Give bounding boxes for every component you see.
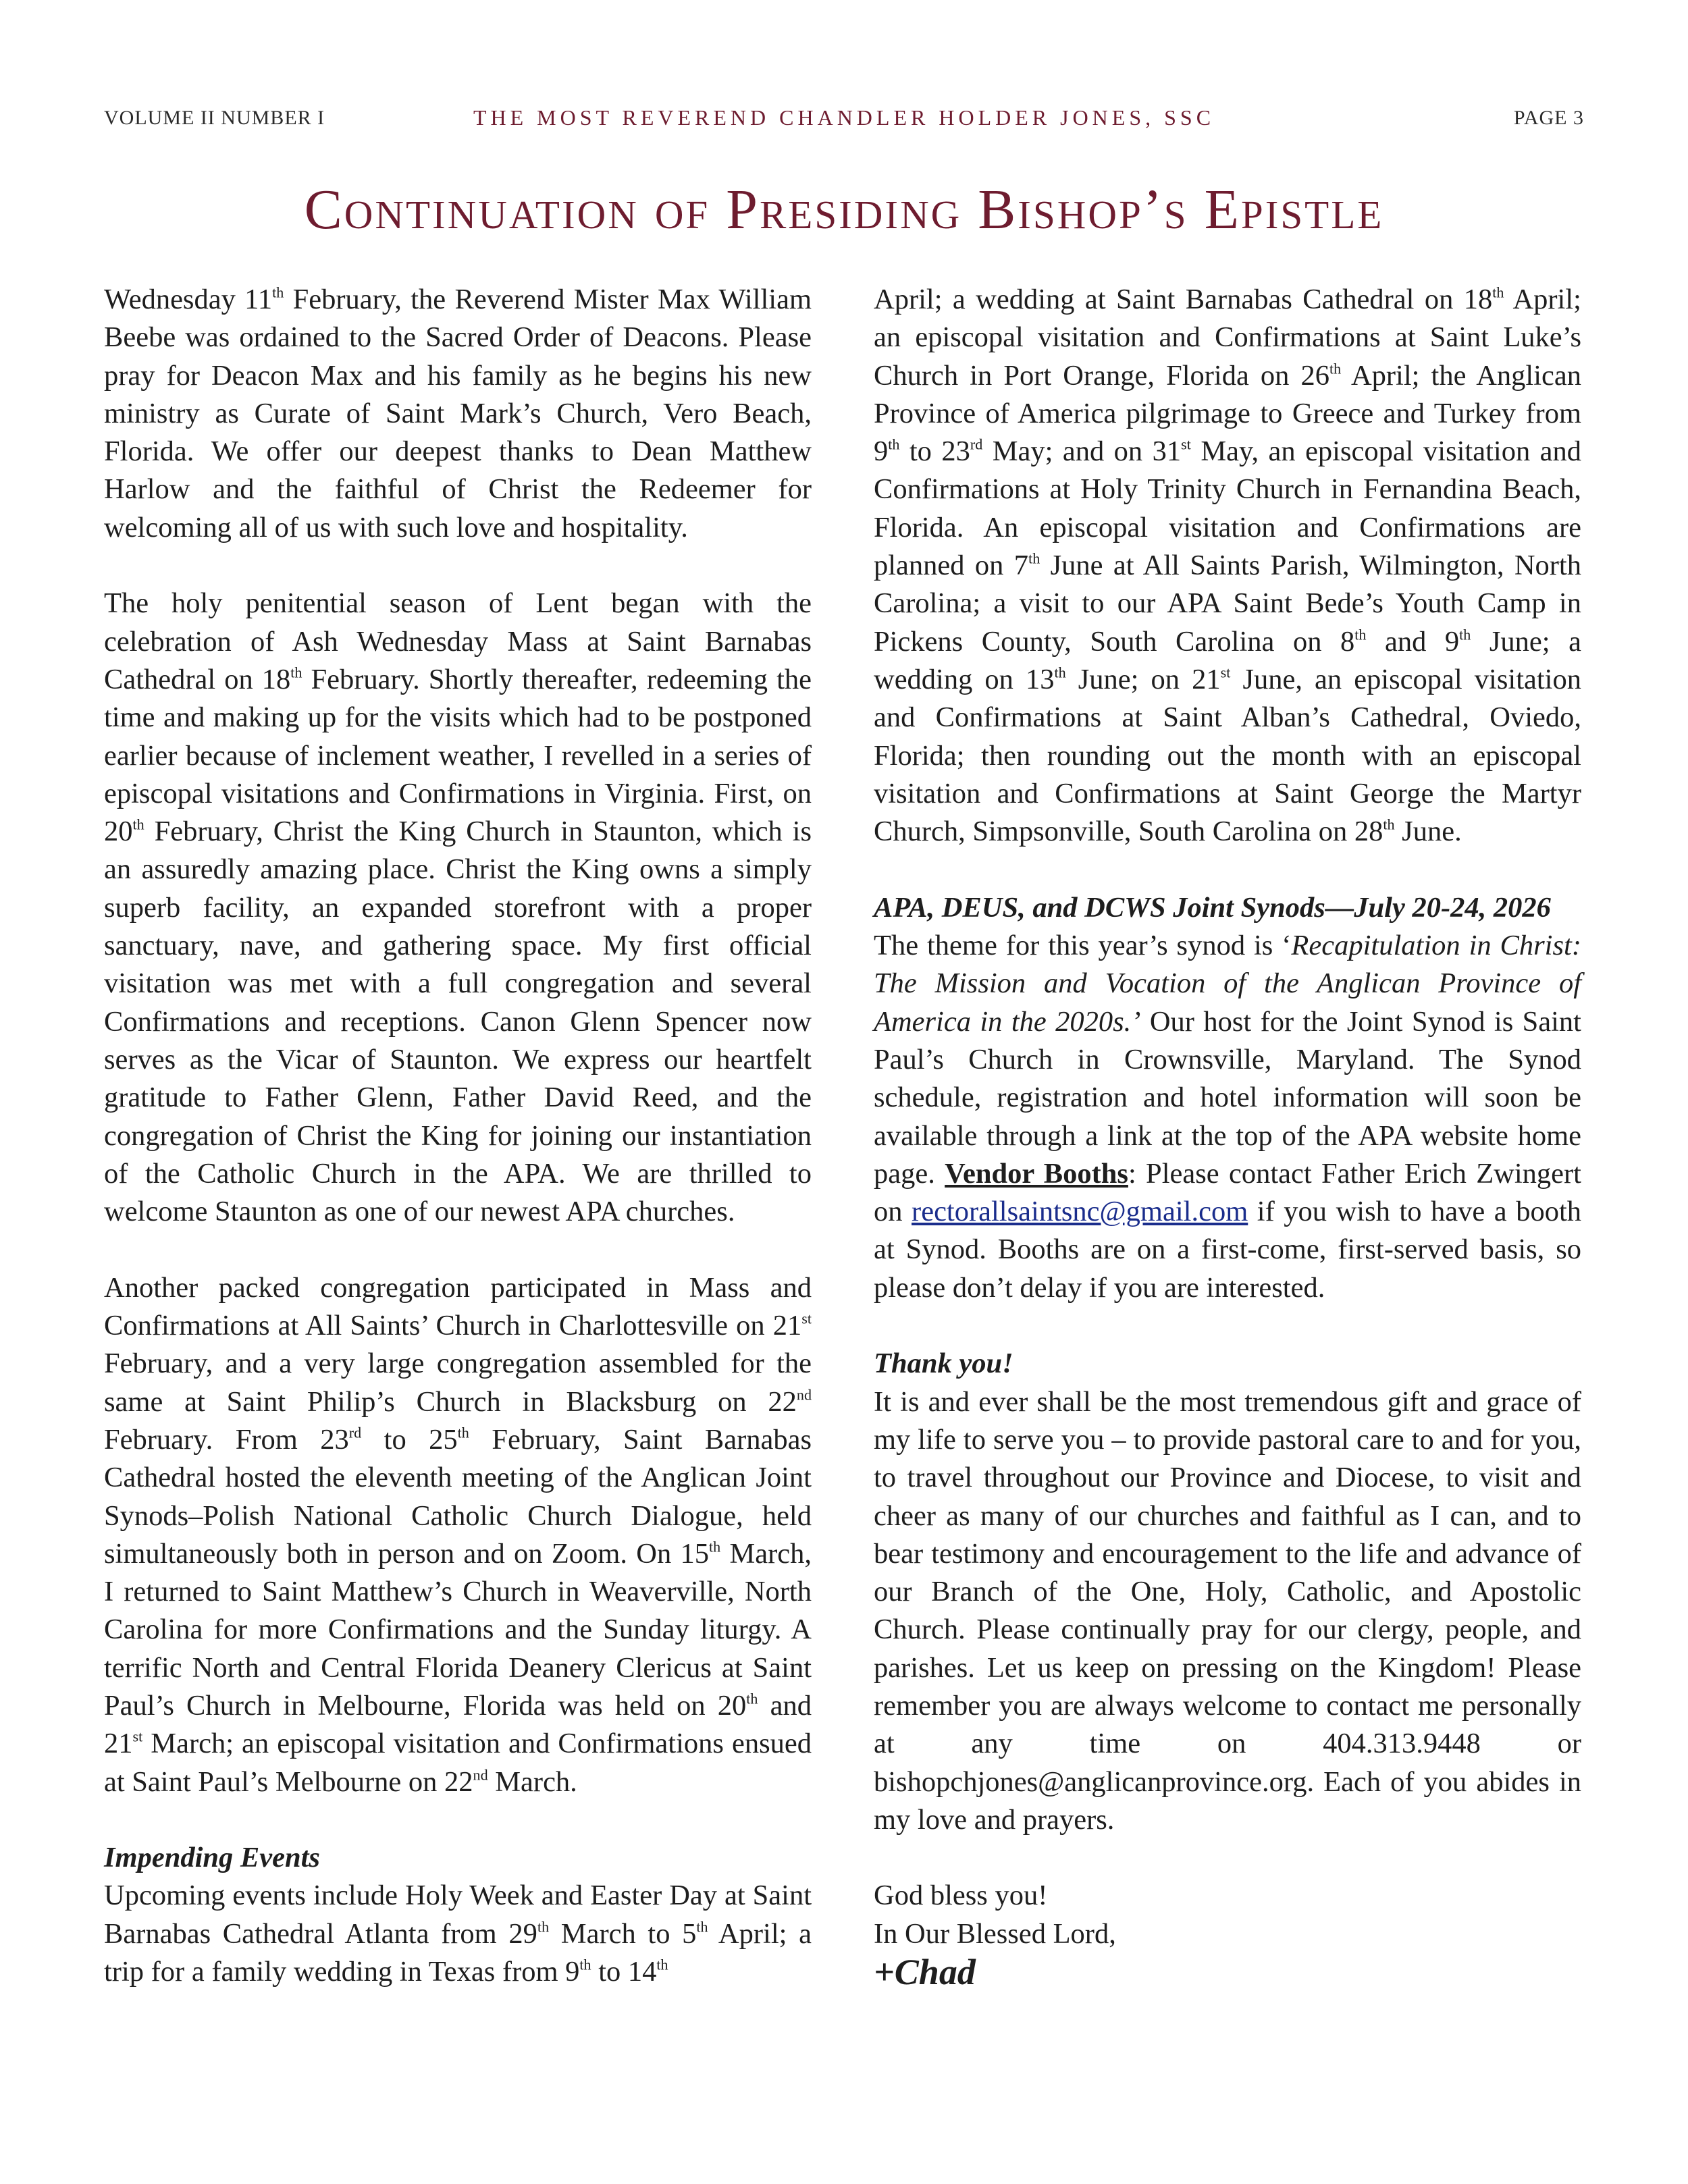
page-number: PAGE 3 <box>1513 107 1584 129</box>
author-name: THE MOST REVEREND CHANDLER HOLDER JONES, SSC <box>473 105 1215 130</box>
right-column <box>874 281 1581 1991</box>
paragraph-lent: The holy penitential season of Lent began with the celebration of Ash Wednesday Mass at Saint Barnabas Cathedral on 18th February. Shortly thereafter, redeeming the time and making up for the visits which had to be postponed earlier because of inclement weather, I revelled in a series of episcopal visitations and Confirmations in Virginia. First, on 20th February, Christ the King Church in Staunton, which is an assuredly amazing place. Christ the King owns a simply superb facility, an expanded storefront with a proper sanctuary, nave, and gathering space. My first official visitation was met with a full congregation and several Confirmations and receptions. Canon Glenn Spencer now serves as the Vicar of Staunton. We express our heartfelt gratitude to Father Glenn, Father David Reed, and the congregation of Christ the King for joining our instantiation of the Catholic Church in the APA. We are thrilled to welcome Staunton as one of our newest APA churches. <box>104 587 812 1228</box>
paragraph-visitations: Another packed congregation participated in Mass and Confirmations at All Saints’ Church in Charlottesville on 21st February, and a very large congregation assembled for the same at Saint Philip’s Church in Blacksburg on 22nd February. From 23rd to 25th February, Saint Barnabas Cathedral hosted the eleventh meeting of the Anglican Joint Synods–Polish National Catholic Church Dialogue, held simultaneously both in person and on Zoom. On 15th March, I returned to Saint Matthew’s Church in Weaverville, North Carolina for more Confirmations and the Sunday liturgy. A terrific North and Central Florida Deanery Clericus at Saint Paul’s Church in Melbourne, Florida was held on 20th and 21st March; an episcopal visitation and Confirmations ensued at Saint Paul’s Melbourne on 22nd March. <box>104 1271 812 1798</box>
closing-line: In Our Blessed Lord, <box>874 1917 1116 1950</box>
running-head <box>104 107 1584 136</box>
paragraph-upcoming-events: Upcoming events include Holy Week and Easter Day at Saint Barnabas Cathedral Atlanta from 29th March to 5th April; a trip for a family wedding in Texas from 9th to 14th <box>104 1880 812 1988</box>
heading-thank-you: Thank you! <box>874 1348 1013 1380</box>
email-link[interactable]: rectorallsaintsnc@gmail.com <box>912 1196 1248 1228</box>
heading-joint-synods: APA, DEUS, and DCWS Joint Synods—July 20-24, 2026 <box>874 891 1551 924</box>
paragraph-thank-you: It is and ever shall be the most tremendous gift and grace of my life to serve you – to provide pastoral care to and for you, to travel throughout our Province and Diocese, to visit and cheer as many of our churches and faithful as I can, and to bear testimony and encouragement to the life and advance of our Branch of the One, Holy, Catholic, and Apostolic Church. Please continually pray for our clergy, people, and parishes. Let us keep on pressing on the Kingdom! Please remember you are always welcome to contact me personally at any time on 404.313.9448 or bishopchjones@anglicanprovince.org. Each of you abides in my love and prayers. <box>874 1385 1581 1836</box>
paragraph-upcoming-events-continued: April; a wedding at Saint Barnabas Cathedral on 18th April; an episcopal visitation and Confirmations at Saint Luke’s Church in Port Orange, Florida on 26th April; the Anglican Province of America pilgrimage to Greece and Turkey from 9th to 23rd May; and on 31st May, an episcopal visitation and Confirmations at Holy Trinity Church in Fernandina Beach, Florida. An episcopal visitation and Confirmations are planned on 7th June at All Saints Parish, Wilmington, North Carolina; a visit to our APA Saint Bede’s Youth Camp in Pickens County, South Carolina on 8th and 9th June; a wedding on 13th June; on 21st June, an episcopal visitation and Confirmations at Saint Alban’s Cathedral, Oviedo, Florida; then rounding out the month with an episcopal visitation and Confirmations at Saint George the Martyr Church, Simpsonville, South Carolina on 28th June. <box>874 284 1582 848</box>
closing-blessing: God bless you! <box>874 1880 1048 1912</box>
vendor-booths-label: Vendor Booths <box>945 1157 1128 1190</box>
page-title: Continuation of Presiding Bishop’s Epistle <box>304 178 1384 241</box>
heading-impending-events: Impending Events <box>104 1842 320 1874</box>
left-column <box>104 281 812 1991</box>
paragraph-ordination: Wednesday 11th February, the Reverend Mister Max William Beebe was ordained to the Sacred Order of Deacons. Please pray for Deacon Max and his family as he begins his new ministry as Curate of Saint Mark’s Church, Vero Beach, Florida. We offer our deepest thanks to Dean Matthew Harlow and the faithful of Christ the Redeemer for welcoming all of us with such love and hospitality. <box>104 284 812 543</box>
paragraph-synod: The theme for this year’s synod is ‘Recapitulation in Christ: The Mission and Vocation of the Anglican Province of America in the 2020s.’ Our host for the Joint Synod is Saint Paul’s Church in Crownsville, Maryland. The Synod schedule, registration and hotel information will soon be available through a link at the top of the APA website home page. Vendor Booths: Please contact Father Erich Zwingert on rectorallsaintsnc@gmail.com if you wish to have a booth at Synod. Booths are on a first-come, first-served basis, so please don’t delay if you are interested. <box>874 930 1581 1304</box>
volume-number: VOLUME II NUMBER I <box>104 107 325 129</box>
signature: +Chad <box>874 1952 976 1993</box>
